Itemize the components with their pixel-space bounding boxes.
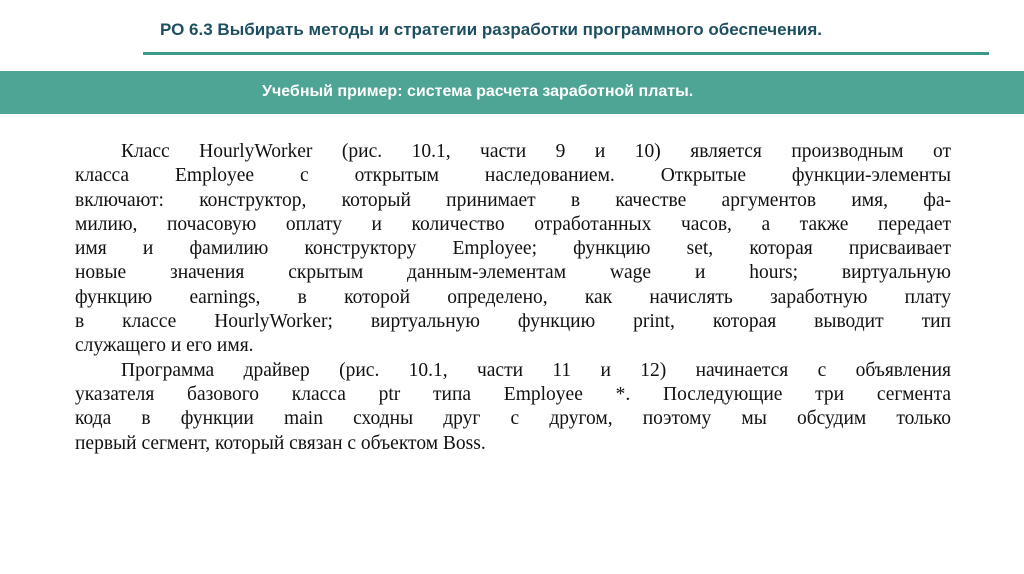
subtitle-text: Учебный пример: система расчета заработной платы. xyxy=(262,83,694,100)
paragraph-1 xyxy=(75,140,951,359)
title-underline xyxy=(143,52,989,55)
text-line: милию, почасовую оплату и количество отработанных часов, а также передает xyxy=(75,213,951,235)
paragraph-2 xyxy=(75,359,951,456)
text-line: функцию earnings, в которой определено, как начислять заработную плату xyxy=(75,286,951,308)
text-line: имя и фамилию конструктору Employee; функцию set, которая присваивает xyxy=(75,238,951,260)
text-line: Программа драйвер (рис. 10.1, части 11 и 12) начинается с объявления xyxy=(121,359,951,381)
body-text xyxy=(75,140,951,456)
text-line: служащего и его имя. xyxy=(75,335,254,357)
text-line: указателя базового класса ptr типа Employee *. Последующие три сегмента xyxy=(75,383,951,405)
subtitle-band xyxy=(0,71,1024,114)
text-line: включают: конструктор, который принимает в качестве аргументов имя, фа- xyxy=(75,189,951,211)
text-line: класса Employee с открытым наследованием. Открытые функции-элементы xyxy=(75,165,951,187)
text-line: в классе HourlyWorker; виртуальную функцию print, которая выводит тип xyxy=(75,311,951,333)
slide-title: РО 6.3 Выбирать методы и стратегии разработки программного обеспечения. xyxy=(160,20,822,39)
text-line: Класс HourlyWorker (рис. 10.1, части 9 и 10) является производным от xyxy=(121,141,951,162)
text-line: новые значения скрытым данным-элементам wage и hours; виртуальную xyxy=(75,262,951,284)
text-line: кода в функции main сходны друг с другом, поэтому мы обсудим только xyxy=(75,408,951,430)
text-line: первый сегмент, который связан с объектом Boss. xyxy=(75,432,486,454)
